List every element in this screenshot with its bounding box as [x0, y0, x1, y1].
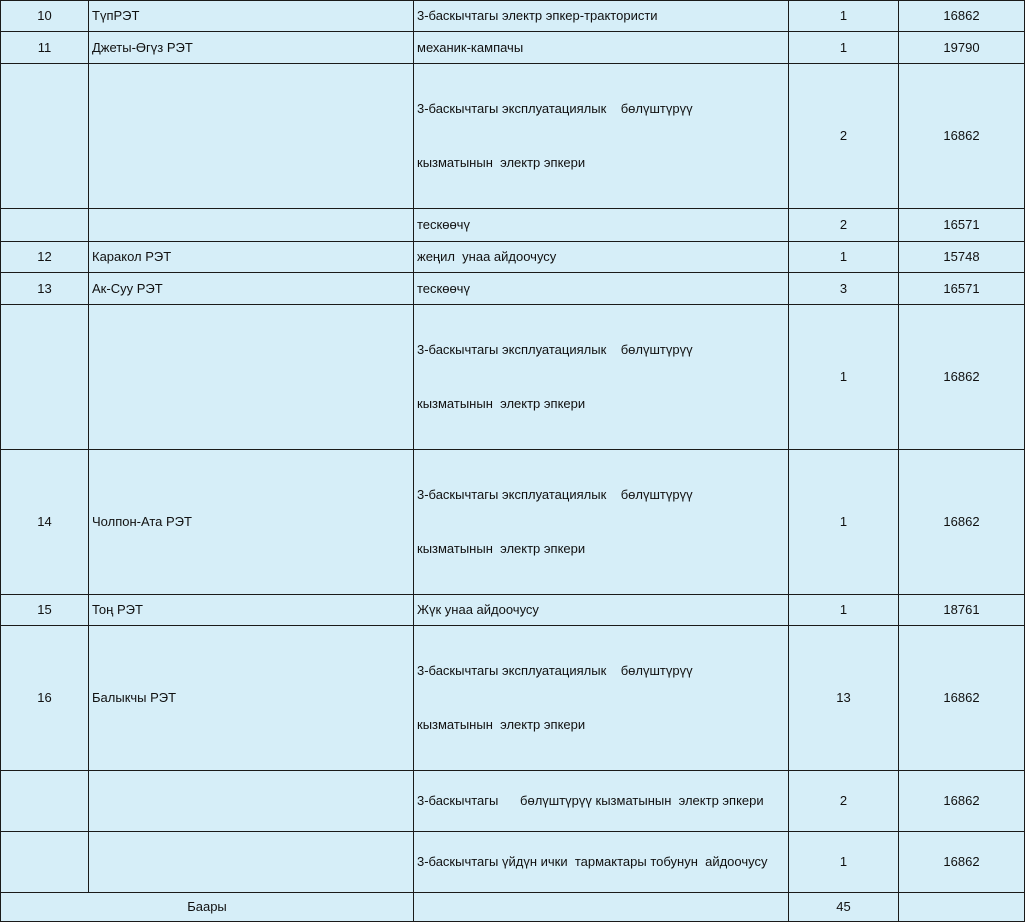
- organization-cell: Тоң РЭТ: [89, 595, 414, 626]
- position-cell: [414, 626, 789, 771]
- position-line: кызматынын электр эпкери: [417, 155, 586, 170]
- position-cell: [414, 305, 789, 450]
- total-label: Баары: [1, 893, 414, 922]
- count-cell: 3: [789, 273, 899, 305]
- salary-cell: 16862: [899, 626, 1025, 771]
- row-number: 14: [1, 450, 89, 595]
- row-number: 11: [1, 32, 89, 64]
- salary-cell: 16571: [899, 273, 1025, 305]
- salary-cell: 16571: [899, 209, 1025, 242]
- position-line: 3-баскычтагы эксплуатациялык бөлүштүрүү: [417, 342, 693, 357]
- organization-cell: Чолпон-Ата РЭТ: [89, 450, 414, 595]
- count-cell: 1: [789, 595, 899, 626]
- total-row: [1, 893, 1025, 922]
- table-row: [1, 626, 1025, 771]
- salary-cell: 18761: [899, 595, 1025, 626]
- organization-cell: Балыкчы РЭТ: [89, 626, 414, 771]
- position-cell: механик-кампачы: [414, 32, 789, 64]
- organization-cell: Джеты-Өгүз РЭТ: [89, 32, 414, 64]
- table-row: [1, 273, 1025, 305]
- table-row: [1, 32, 1025, 64]
- count-cell: 1: [789, 450, 899, 595]
- position-cell: [414, 450, 789, 595]
- position-cell: [414, 64, 789, 209]
- salary-cell: 16862: [899, 305, 1025, 450]
- organization-cell: [89, 209, 414, 242]
- position-cell: жеңил унаа айдоочусу: [414, 242, 789, 273]
- row-number: 15: [1, 595, 89, 626]
- position-line: 3-баскычтагы эксплуатациялык бөлүштүрүү: [417, 101, 693, 116]
- table-row: [1, 209, 1025, 242]
- total-salary-cell: [899, 893, 1025, 922]
- position-cell: 3-баскычтагы электр эпкер-трактористи: [414, 1, 789, 32]
- position-line: 3-баскычтагы эксплуатациялык бөлүштүрүү: [417, 663, 693, 678]
- row-number: [1, 832, 89, 893]
- position-cell: 3-баскычтагы бөлүштүрүү кызматынын электр эпкери: [414, 771, 789, 832]
- salary-cell: 16862: [899, 832, 1025, 893]
- organization-cell: [89, 771, 414, 832]
- row-number: 10: [1, 1, 89, 32]
- count-cell: 2: [789, 209, 899, 242]
- salary-cell: 16862: [899, 1, 1025, 32]
- total-position-cell: [414, 893, 789, 922]
- count-cell: 2: [789, 771, 899, 832]
- table-row: [1, 595, 1025, 626]
- organization-cell: [89, 305, 414, 450]
- position-cell: тескөөчү: [414, 209, 789, 242]
- table-row: [1, 771, 1025, 832]
- count-cell: 13: [789, 626, 899, 771]
- row-number: [1, 771, 89, 832]
- table-row: [1, 1, 1025, 32]
- row-number: [1, 305, 89, 450]
- organization-cell: Ак-Суу РЭТ: [89, 273, 414, 305]
- position-line: кызматынын электр эпкери: [417, 396, 586, 411]
- total-count: 45: [789, 893, 899, 922]
- row-number: 13: [1, 273, 89, 305]
- salary-cell: 16862: [899, 771, 1025, 832]
- position-cell: тескөөчү: [414, 273, 789, 305]
- count-cell: 1: [789, 1, 899, 32]
- salary-cell: 16862: [899, 450, 1025, 595]
- table-row: [1, 242, 1025, 273]
- position-cell: 3-баскычтагы үйдүн ички тармактары тобунун айдоочусу: [414, 832, 789, 893]
- organization-cell: ТүпРЭТ: [89, 1, 414, 32]
- row-number: [1, 209, 89, 242]
- count-cell: 2: [789, 64, 899, 209]
- salary-cell: 16862: [899, 64, 1025, 209]
- position-cell: Жүк унаа айдоочусу: [414, 595, 789, 626]
- row-number: 16: [1, 626, 89, 771]
- organization-cell: [89, 832, 414, 893]
- salary-cell: 15748: [899, 242, 1025, 273]
- table-row: [1, 305, 1025, 450]
- position-line: кызматынын электр эпкери: [417, 541, 586, 556]
- row-number: [1, 64, 89, 209]
- position-line: 3-баскычтагы эксплуатациялык бөлүштүрүү: [417, 487, 693, 502]
- table-row: [1, 64, 1025, 209]
- table-row: [1, 450, 1025, 595]
- count-cell: 1: [789, 242, 899, 273]
- salary-cell: 19790: [899, 32, 1025, 64]
- count-cell: 1: [789, 832, 899, 893]
- count-cell: 1: [789, 305, 899, 450]
- position-line: кызматынын электр эпкери: [417, 717, 586, 732]
- organization-cell: Каракол РЭТ: [89, 242, 414, 273]
- organization-cell: [89, 64, 414, 209]
- count-cell: 1: [789, 32, 899, 64]
- row-number: 12: [1, 242, 89, 273]
- table-row: [1, 832, 1025, 893]
